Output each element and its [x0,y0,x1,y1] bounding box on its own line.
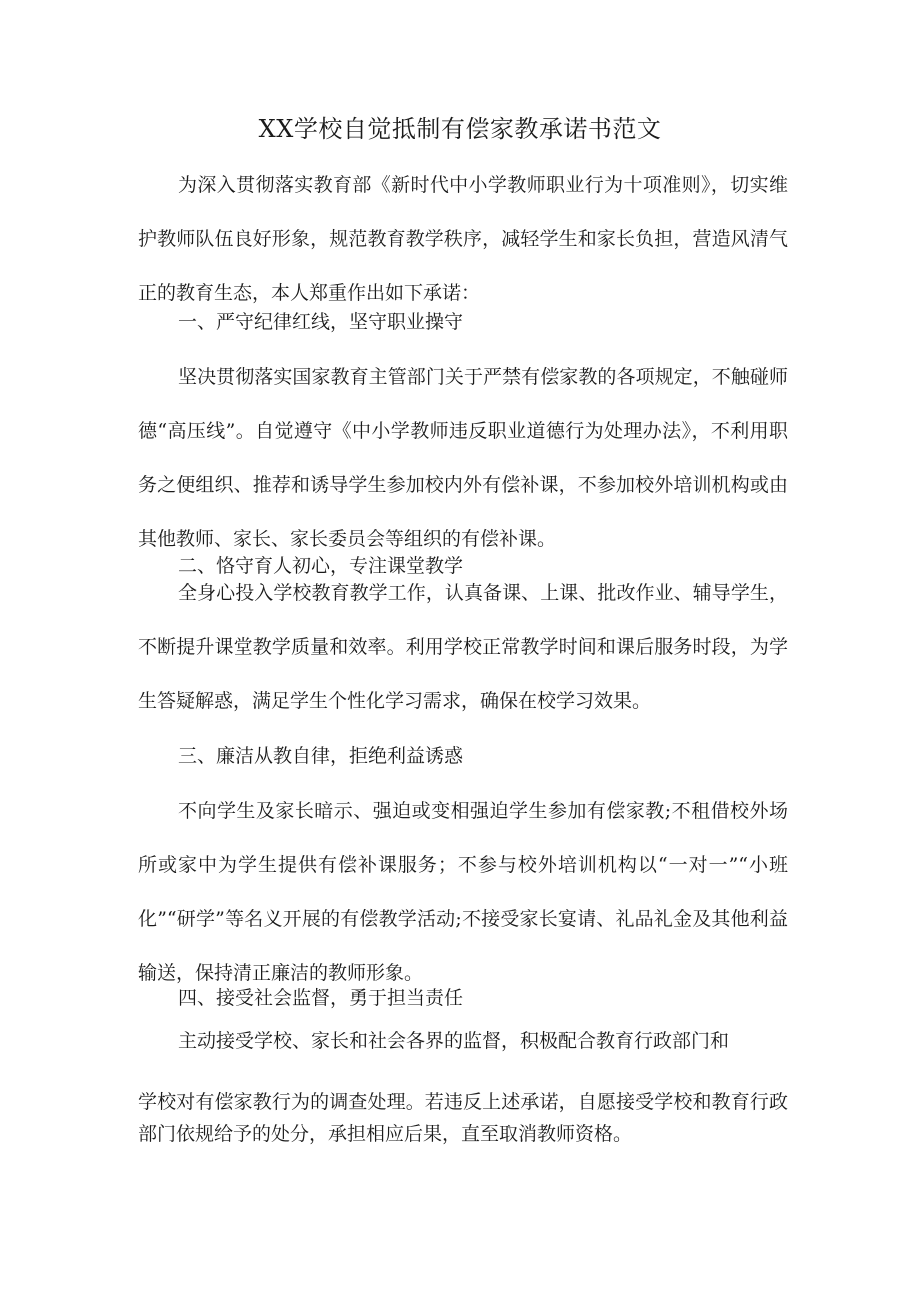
section-1-heading: 一、严守纪律红线，坚守职业操守 [178,311,464,333]
section-4-body-continued: 学校对有偿家教行为的调查处理。若违反上述承诺，自愿接受学校和教育行政部门依规给予的处分，承担相应后果，直至取消教师资格。 [138,1091,788,1145]
section-2-heading: 二、恪守育人初心，专注课堂教学 [178,555,464,577]
section-3-heading: 三、廉洁从教自律，拒绝利益诱惑 [178,745,464,767]
section-4-body: 主动接受学校、家长和社会各界的监督，积极配合教育行政部门和 [178,1030,730,1052]
section-3-body: 不向学生及家长暗示、强迫或变相强迫学生参加有偿家教;不租借校外场所或家中为学生提供有偿补课服务；不参与校外培训机构以“一对一”“小班化”“研学”等名义开展的有偿教学活动;不接受家长宴请、礼品礼金及其他利益输送，保持清正廉洁的教师形象。 [138,800,788,984]
section-1-body: 坚决贯彻落实国家教育主管部门关于严禁有偿家教的各项规定，不触碰师德“高压线”。自觉遵守《中小学教师违反职业道德行为处理办法》，不利用职务之便组织、推荐和诱导学生参加校内外有偿补课，不参加校外培训机构或由其他教师、家长、家长委员会等组织的有偿补课。 [138,366,788,550]
intro-paragraph: 为深入贯彻落实教育部《新时代中小学教师职业行为十项准则》，切实维护教师队伍良好形象，规范教育教学秩序，减轻学生和家长负担，营造风清气正的教育生态，本人郑重作出如下承诺： [138,174,788,304]
document-title: XX学校自觉抵制有偿家教承诺书范文 [258,115,662,143]
section-2-body: 全身心投入学校教育教学工作，认真备课、上课、批改作业、辅导学生，不断提升课堂教学质量和效率。利用学校正常教学时间和课后服务时段，为学生答疑解惑，满足学生个性化学习需求，确保在校学习效果。 [138,582,788,712]
section-4-heading: 四、接受社会监督，勇于担当责任 [178,987,464,1009]
